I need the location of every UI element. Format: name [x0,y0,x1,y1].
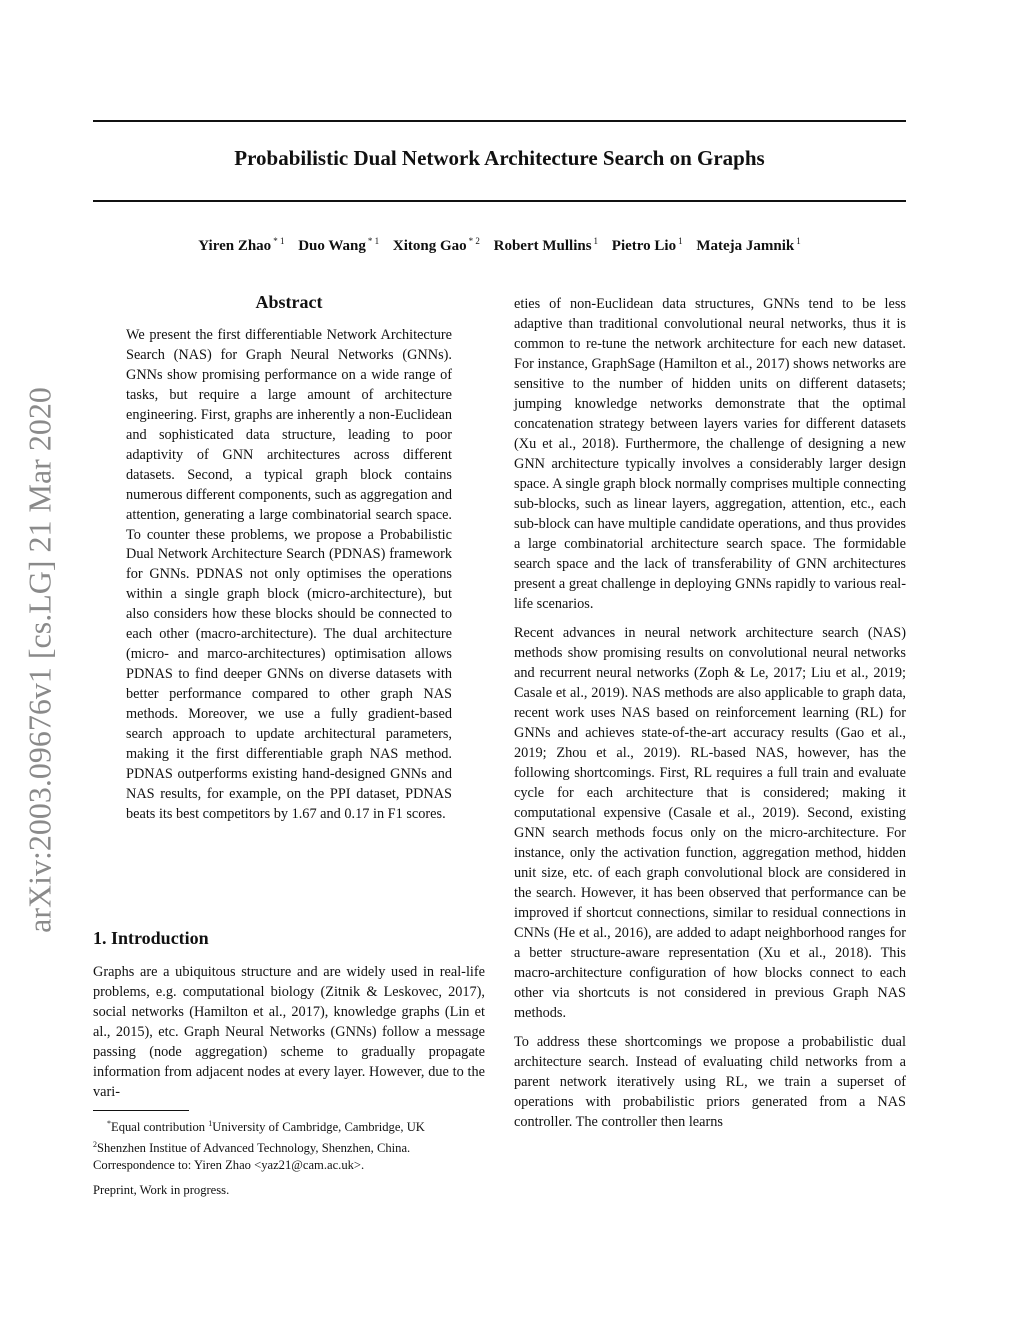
arxiv-identifier: arXiv:2003.09676v1 [cs.LG] 21 Mar 2020 [21,387,58,933]
author [494,238,598,254]
introduction-heading: 1. Introduction [93,928,209,948]
footnote-mark: 2 [93,1140,97,1150]
right-column [514,294,906,1141]
author-affiliation: * 2 [468,236,480,246]
author-affiliation: 1 [796,236,801,246]
author [198,238,284,254]
title-top-rule [93,120,906,122]
abstract-heading: Abstract [255,292,323,312]
title-bottom-rule [93,200,906,202]
author [298,238,379,254]
author-affiliation: 1 [678,236,683,246]
author-name: Duo Wang [298,238,366,254]
abstract-text: We present the first differentiable Network Architecture Search (NAS) for Graph Neural Networks (GNNs). GNNs show promising performance on a wide range of tasks, but require a large amount of architecture engineering. First, graphs are inherently a non-Euclidean and sophisticated data structure, leading to poor adaptivity of GNN architectures across different datasets. Second, a typical graph block contains numerous different components, such as aggregation and attention, generating a large combinatorial search space. To counter these problems, we propose a Probabilistic Dual Network Architecture Search (PDNAS) framework for GNNs. PDNAS not only optimises the operations within a single graph block (micro-architecture), but also considers how these blocks should be connected to each other (macro-architecture). The dual architecture (micro- and marco-architectures) optimisation allows PDNAS to find deeper GNNs on diverse datasets with better performance compared to other graph NAS methods. Moreover, we use a fully gradient-based search approach to update architectural parameters, making it the first differentiable graph NAS method. PDNAS outperforms existing hand-designed GNNs and NAS results, for example, on the PPI dataset, PDNAS beats its best competitors by 1.67 and 0.17 in F1 scores. [126,327,452,822]
paper-title: Probabilistic Dual Network Architecture Search on Graphs [234,146,765,170]
author [696,238,800,254]
author-affiliation: 1 [593,236,599,246]
author-name: Xitong Gao [392,238,467,254]
author [393,238,480,254]
footnotes [93,1115,493,1174]
footnote-affiliation-1: University of Cambridge, Cambridge, UK [212,1120,425,1135]
author [612,238,683,254]
author-name: Yiren Zhao [198,238,272,254]
author-affiliation: * 1 [273,236,285,246]
footnote-rule [93,1110,189,1111]
author-affiliation: * 1 [367,236,380,246]
footnote-mark: 1 [208,1119,213,1128]
body-paragraph: To address these shortcomings we propose a probabilistic dual architecture search. Instead of evaluating child networks from a parent network iteratively using RL, we train a superset of operations with probabilistic priors generated from a NAS controller. The controller then learns [514,1034,906,1130]
footnote-correspondence: Correspondence to: Yiren Zhao <yaz21@cam.ac.uk>. [93,1158,365,1173]
author-name: Pietro Lio [611,238,677,254]
body-paragraph: eties of non-Euclidean data structures, GNNs tend to be less adaptive than traditional convolutional neural networks, thus it is common to re-tune the network architecture for each new dataset. For instance, GraphSage (Hamilton et al., 2017) shows networks are sensitive to the number of hidden units on different datasets; jumping knowledge networks demonstrate that the optimal concatenation strategy between layers varies for different datasets (Xu et al., 2018). Furthermore, the challenge of designing a new GNN architecture typically involves a considerably larger design space. A single graph block normally comprises multiple connecting sub-blocks, such as linear layers, aggregation, attention, etc., each sub-block can have multiple candidate operations, and thus provides a large combinatorial architecture search space. The formidable search space and the lack of transferability of GNN architectures present a great challenge in deploying GNNs rapidly to various real-life scenarios. [514,296,906,612]
author-name: Robert Mullins [493,238,592,254]
body-paragraph: Recent advances in neural network architecture search (NAS) methods show promising results on convolutional neural networks and recurrent neural networks (Zoph & Le, 2017; Liu et al., 2019; Casale et al., 2019). NAS methods are also applicable to graph data, recent work uses NAS based on reinforcement learning (RL) for GNNs and achieves state-of-the-art accuracy results (Gao et al., 2019; Zhou et al., 2019). RL-based NAS, however, has the following shortcomings. First, RL requires a full train and evaluate cycle for each architecture that is considered; making it computational expensive (Casale et al., 2019). Second, existing GNN search methods focus only on the micro-architecture. For instance, only the activation function, aggregation method, hidden unit size, etc. of each graph convolutional block are considered in the search. However, it has been observed that performance can be improved if shortcut connections, similar to residual connections in CNNs (He et al., 2016), are added to adapt neighborhood ranges for a better structure-aware representation (Xu et al., 2018). This macro-architecture configuration of how blocks connect to each other via shortcuts is not considered in previous Graph NAS methods. [514,625,906,1021]
footnote-affiliation-2: Shenzhen Institue of Advanced Technology, Shenzhen, China. [97,1141,411,1156]
preprint-note: Preprint, Work in progress. [93,1183,230,1197]
author-list [93,236,906,255]
author-name: Mateja Jamnik [696,238,795,254]
footnote-equal-contribution: Equal contribution [111,1120,206,1135]
introduction-text: Graphs are a ubiquitous structure and are widely used in real-life problems, e.g. computational biology (Zitnik & Leskovec, 2017), social networks (Hamilton et al., 2017), knowledge graphs (Lin et al., 2015), etc. Graph Neural Networks (GNNs) follow a message passing (node aggregation) scheme to gradually propagate information from adjacent nodes at every layer. However, due to the vari- [93,964,485,1100]
footnote-mark: * [107,1119,111,1128]
